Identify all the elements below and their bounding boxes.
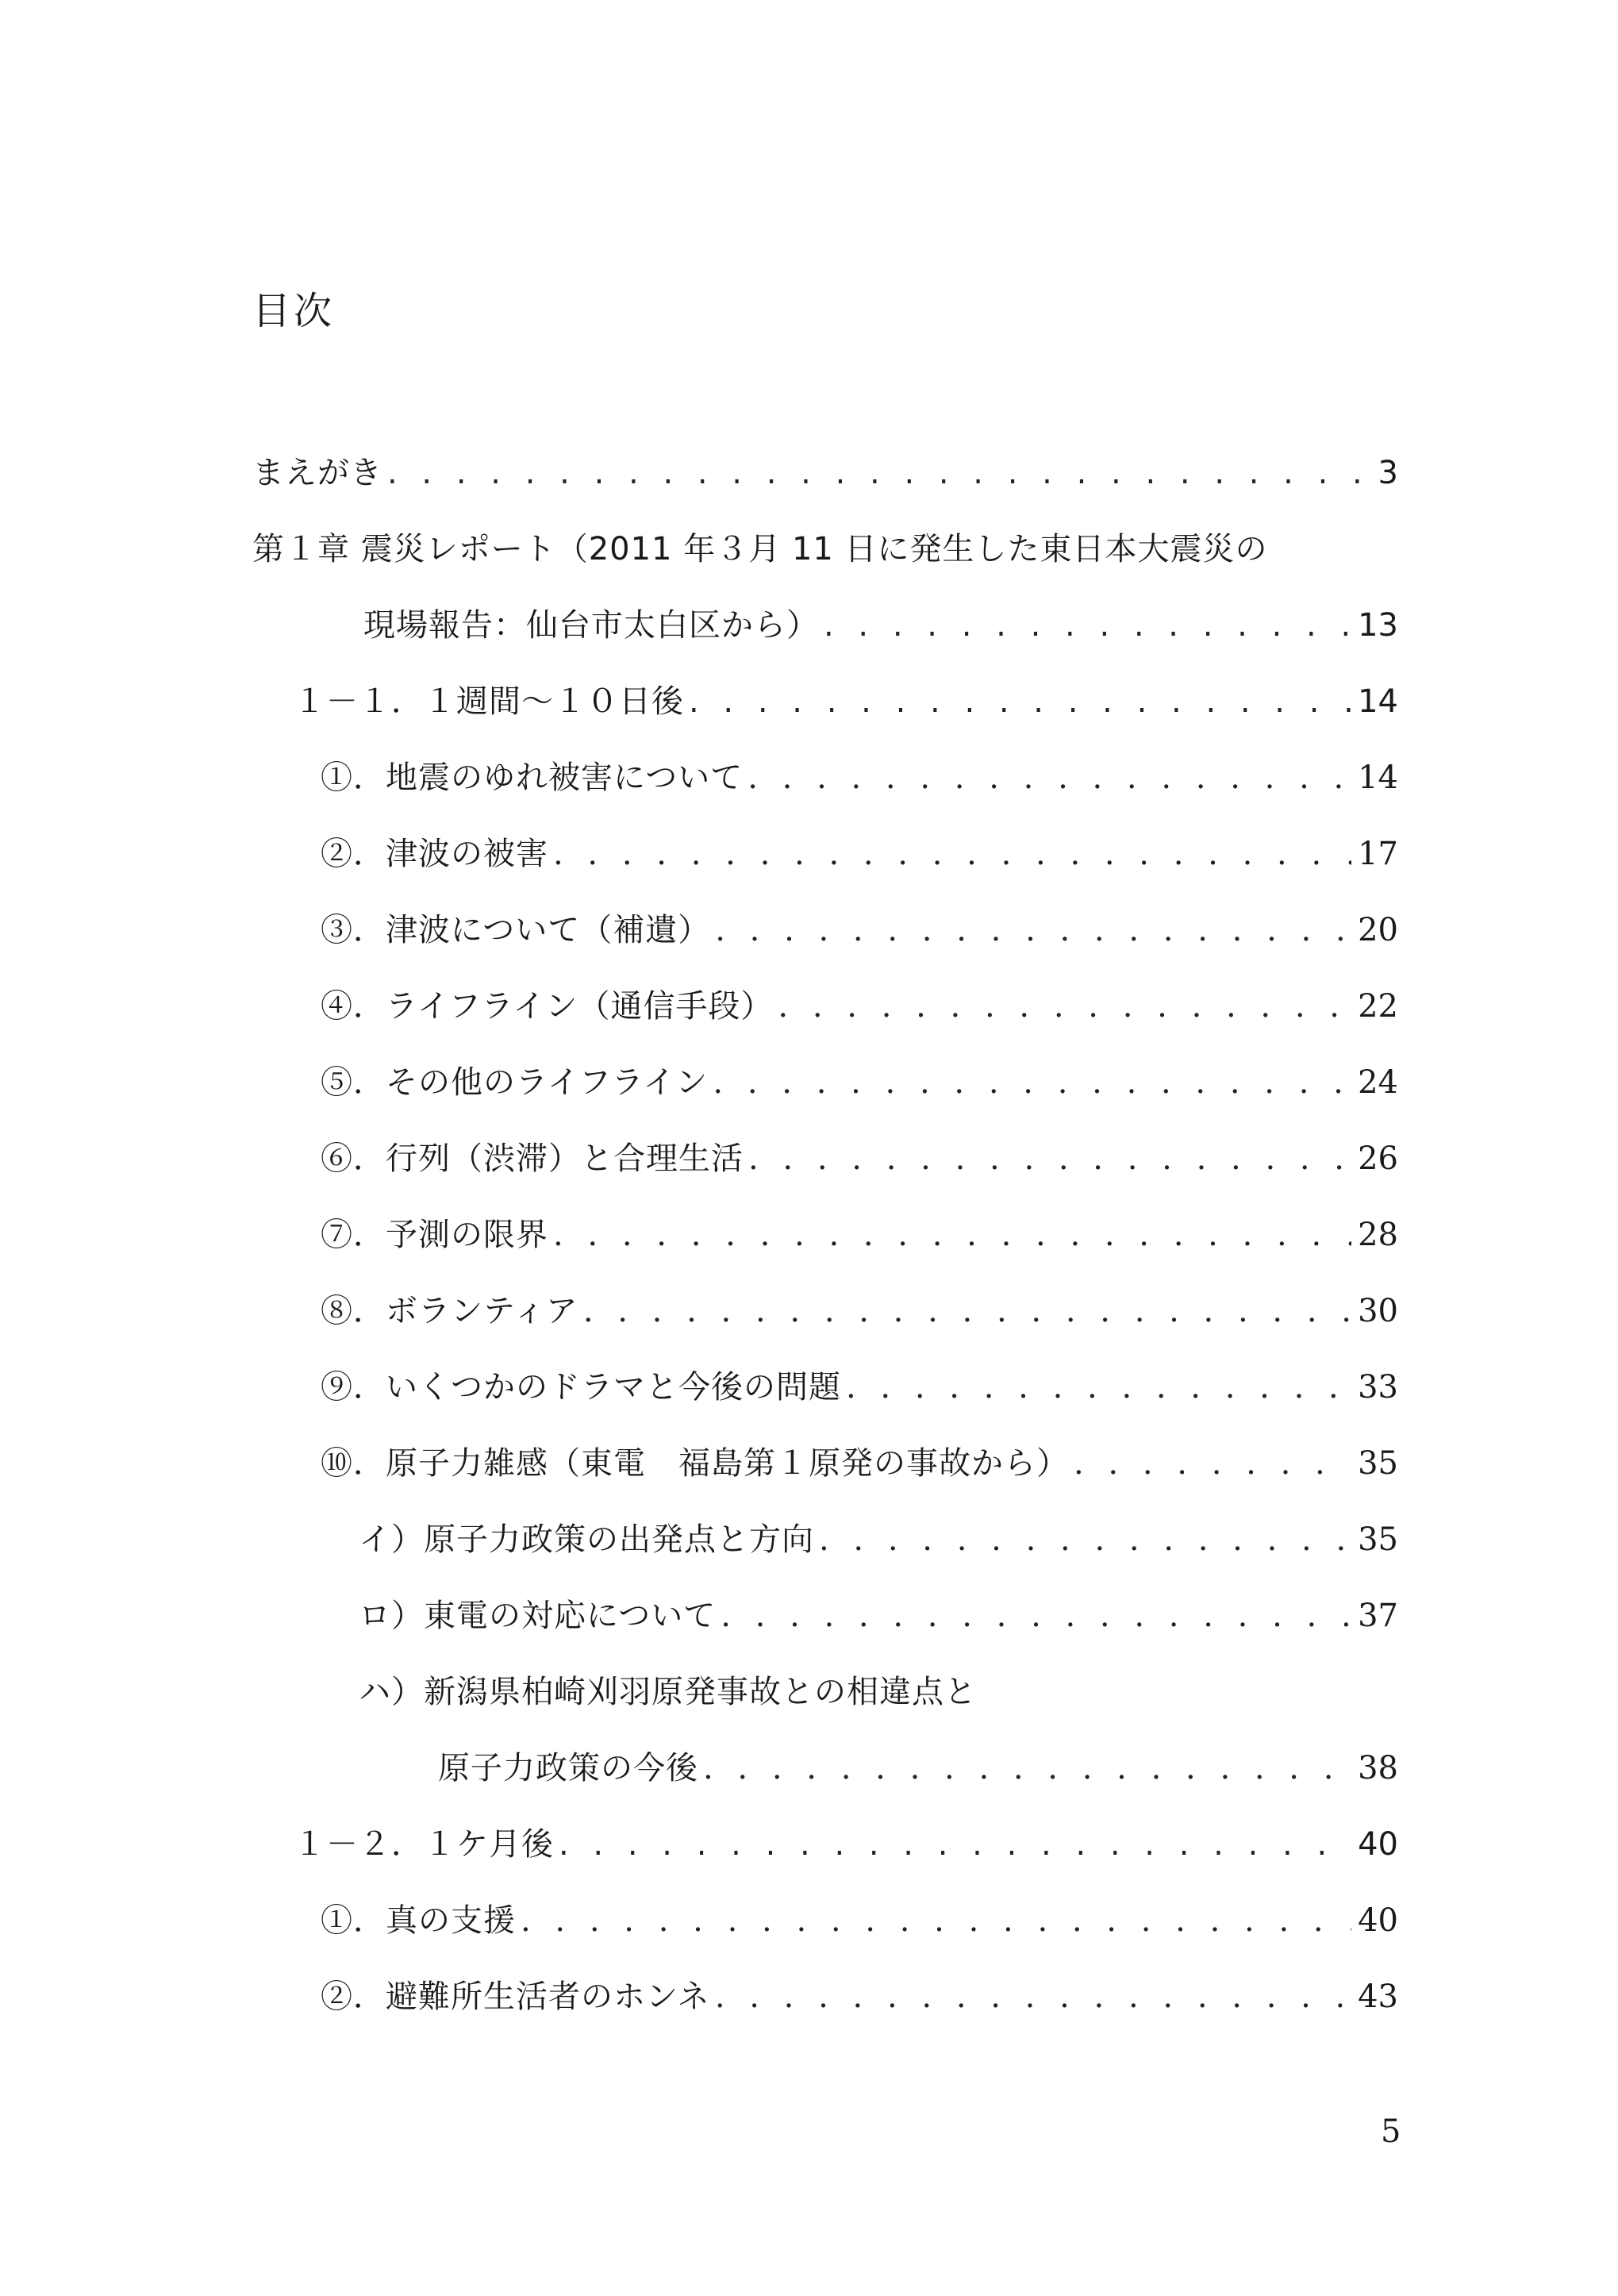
toc-entry-chapter-1[interactable] (252, 525, 1268, 573)
toc-entry-label: ⑤．その他のライフライン (321, 1064, 709, 1101)
toc-entry-page: 17 (1358, 836, 1398, 872)
toc-entry-section-1-2[interactable] (294, 1821, 1398, 1868)
toc-entry-item[interactable] (321, 1135, 1398, 1183)
page-number: 5 (1381, 2113, 1401, 2150)
toc-entry-page: 35 (1358, 1445, 1398, 1482)
toc-heading: 目次 (252, 289, 336, 333)
toc-entry-page: 3 (1378, 455, 1398, 491)
dot-leader (559, 1821, 1351, 1868)
toc-entry-page: 20 (1358, 912, 1398, 948)
toc-entry-label: 原子力政策の今後 (438, 1750, 698, 1786)
toc-entry-label: ⑨．いくつかのドラマと今後の問題 (321, 1369, 841, 1406)
toc-entry-item[interactable] (321, 1440, 1398, 1487)
toc-entry-page: 22 (1358, 988, 1398, 1025)
toc-entry-item[interactable] (321, 1287, 1398, 1335)
toc-entry-label: ①．地震のゆれ被害について (321, 760, 744, 796)
toc-entry-label: ②．津波の被害 (321, 836, 548, 872)
toc-entry-label: 第１章 震災レポート（2011 年３月 11 日に発生した東日本大震災の (252, 531, 1268, 567)
toc-entry-page: 40 (1358, 1902, 1398, 1939)
toc-entry-item[interactable] (321, 754, 1398, 802)
toc-entry-label: ①．真の支援 (321, 1902, 516, 1939)
toc-entry-page: 38 (1358, 1750, 1398, 1786)
toc-entry-label: ⑩．原子力雑感（東電 福島第１原発の事故から） (321, 1445, 1069, 1482)
toc-entry-label: １－２．１ケ月後 (294, 1826, 554, 1863)
toc-entry-label: １－１．１週間～１０日後 (294, 683, 684, 720)
toc-entry-page: 40 (1358, 1826, 1398, 1863)
toc-entry-page: 14 (1358, 683, 1398, 720)
toc-entry-chapter-1-cont[interactable] (363, 602, 1398, 649)
dot-leader (703, 1744, 1351, 1792)
toc-entry-page: 14 (1358, 760, 1398, 796)
dot-leader (715, 906, 1351, 954)
toc-entry-label: ⑧．ボランティア (321, 1293, 578, 1329)
toc-entry-page: 37 (1358, 1598, 1398, 1634)
toc-entry-page: 43 (1358, 1979, 1398, 2015)
toc-entry-label: まえがき (252, 455, 382, 491)
dot-leader (689, 678, 1351, 725)
dot-leader (748, 1135, 1351, 1183)
toc-entry-label: ④．ライフライン（通信手段） (321, 988, 774, 1025)
toc-entry-item[interactable] (321, 1897, 1398, 1944)
toc-entry-label: ハ）新潟県柏崎刈羽原発事故との相違点と (359, 1674, 977, 1710)
dot-leader (553, 830, 1351, 878)
toc-entry-subitem[interactable] (359, 1516, 1398, 1563)
toc-entry-label: イ）原子力政策の出発点と方向 (359, 1521, 814, 1558)
toc-entry-page: 30 (1358, 1293, 1398, 1329)
toc-entry-label: ③．津波について（補遺） (321, 912, 711, 948)
toc-entry-label: ⑦．予測の限界 (321, 1217, 548, 1253)
dot-leader (748, 754, 1351, 802)
toc-entry-page: 33 (1358, 1369, 1398, 1406)
toc-entry-section-1-1[interactable] (294, 678, 1398, 725)
toc-entry-item[interactable] (321, 830, 1398, 878)
dot-leader (387, 449, 1372, 497)
toc-entry-item[interactable] (321, 983, 1398, 1030)
toc-entry-page: 28 (1358, 1217, 1398, 1253)
toc-entry-subitem[interactable] (359, 1668, 977, 1716)
toc-entry-item[interactable] (321, 906, 1398, 954)
toc-entry-page: 26 (1358, 1140, 1398, 1177)
dot-leader (583, 1287, 1351, 1335)
dot-leader (521, 1897, 1351, 1944)
toc-entry-label: ⑥．行列（渋滞）と合理生活 (321, 1140, 744, 1177)
toc-entry-item[interactable] (321, 1973, 1398, 2021)
dot-leader (778, 983, 1351, 1030)
dot-leader (713, 1059, 1351, 1106)
dot-leader (553, 1211, 1351, 1259)
toc-entry-label: 現場報告：仙台市太白区から） (363, 607, 819, 644)
dot-leader (1074, 1440, 1351, 1487)
toc-entry-item[interactable] (321, 1211, 1398, 1259)
toc-entry-subitem[interactable] (359, 1592, 1398, 1640)
toc-entry-page: 24 (1358, 1064, 1398, 1101)
toc-entry-item[interactable] (321, 1059, 1398, 1106)
toc-entry-preface[interactable] (252, 449, 1398, 497)
dot-leader (715, 1973, 1351, 2021)
toc-entry-item[interactable] (321, 1363, 1398, 1411)
dot-leader (824, 602, 1351, 649)
dot-leader (846, 1363, 1351, 1411)
toc-entry-page: 35 (1358, 1521, 1398, 1558)
toc-entry-label: ②．避難所生活者のホンネ (321, 1979, 710, 2015)
toc-entry-label: ロ）東電の対応について (359, 1598, 717, 1634)
toc-entry-page: 13 (1358, 607, 1398, 644)
dot-leader (819, 1516, 1351, 1563)
toc-entry-subitem-cont[interactable] (438, 1744, 1398, 1792)
dot-leader (721, 1592, 1351, 1640)
